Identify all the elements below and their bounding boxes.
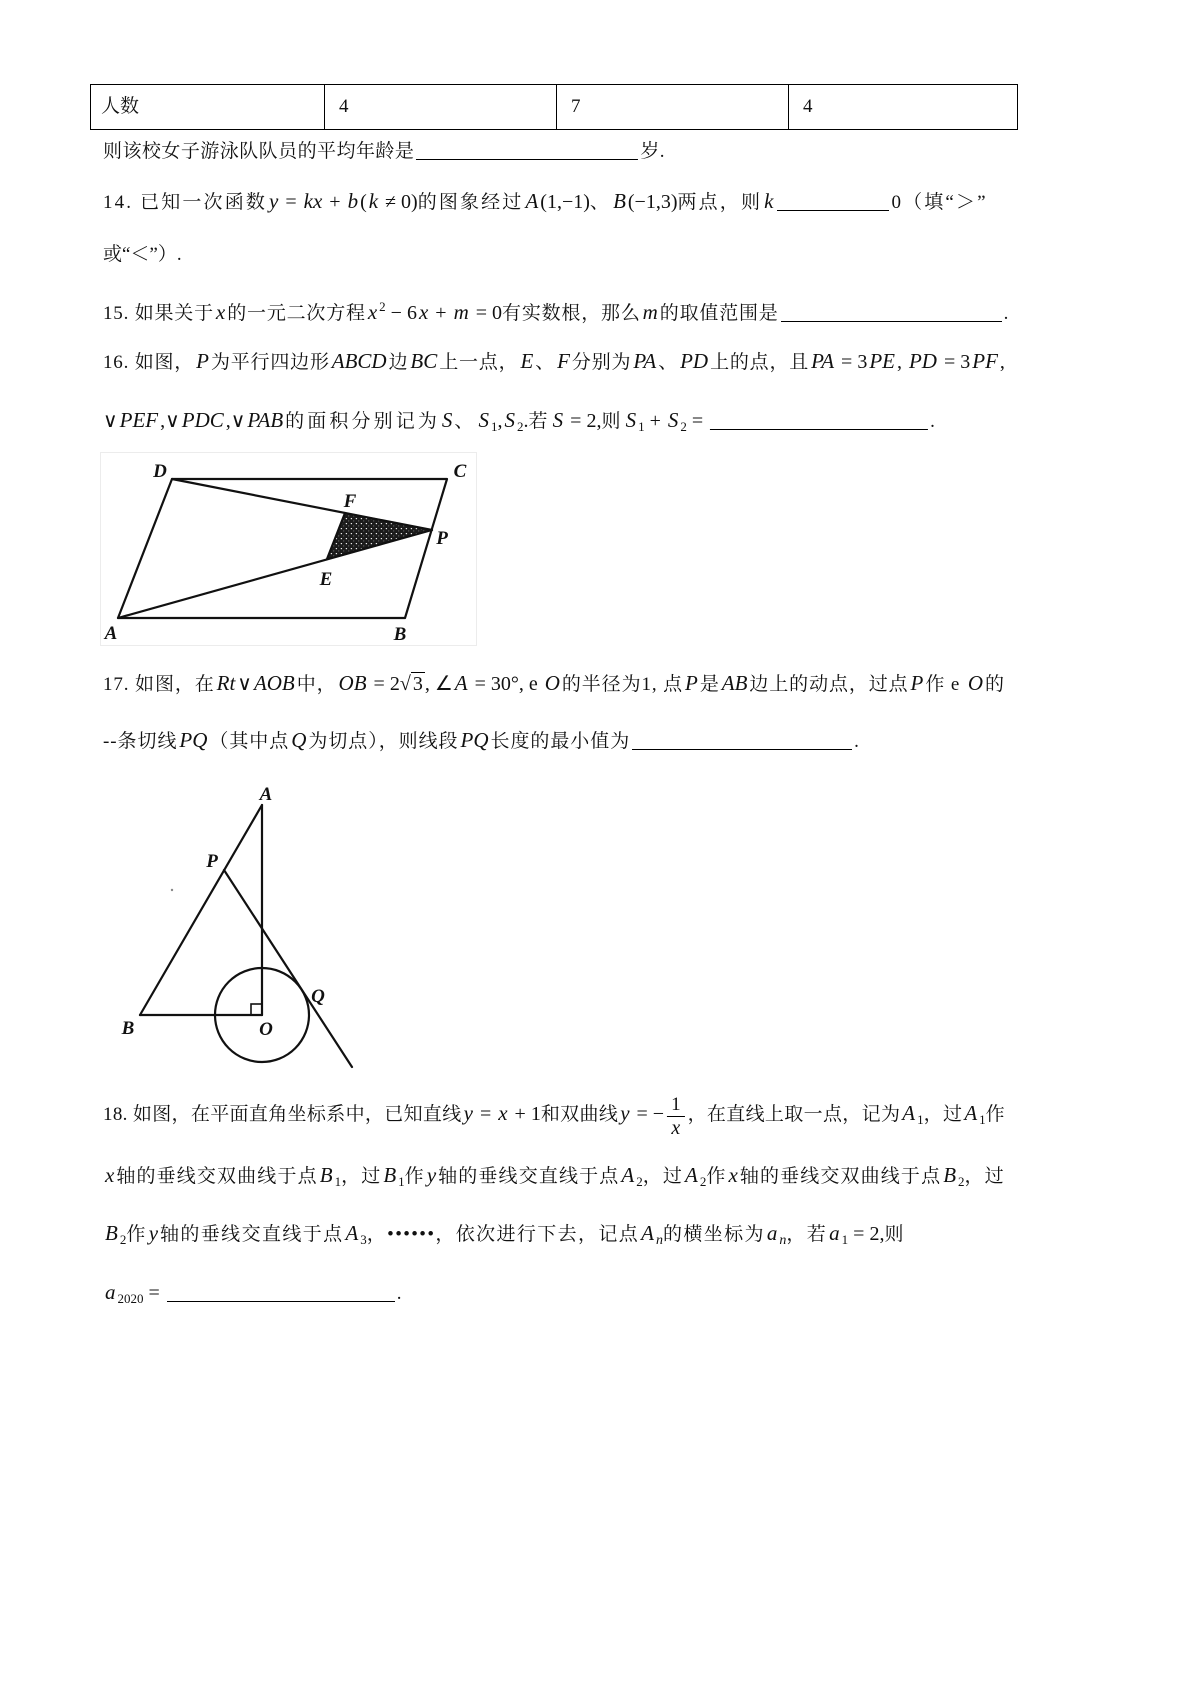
text-run: 分别为 (571, 352, 632, 373)
text-run: ，过 (642, 1166, 684, 1187)
stray-mark (171, 889, 173, 891)
subscript: n (656, 1233, 663, 1248)
text-run: 0（填“＞” (891, 192, 988, 213)
subscript: 1 (917, 1112, 924, 1128)
math-italic: A (525, 189, 539, 213)
math-text: = 2, (565, 410, 602, 432)
text-run: 14. 已知一次函数 (103, 192, 268, 213)
text-run: 的半径为1, 点 (561, 674, 684, 695)
math-text: = 2, (848, 1223, 885, 1245)
math-text: = − (631, 1103, 665, 1126)
text-run: 15. 如果关于 (103, 303, 214, 324)
math-italic: AOB (253, 671, 295, 695)
math-italic: P (685, 671, 698, 695)
math-italic: A (454, 671, 468, 695)
math-italic: m (642, 300, 658, 324)
question-18-line-4 (103, 1279, 402, 1312)
math-italic: B (319, 1163, 333, 1187)
subscript: 2 (699, 1174, 707, 1189)
math-text: , ∠ (424, 673, 453, 695)
math-italic: S (625, 408, 637, 432)
text-run: 、 (658, 352, 679, 373)
point-label-b: B (121, 1018, 135, 1039)
subscript: 2 (958, 1174, 965, 1189)
text-run: --条切线 (103, 731, 178, 752)
math-italic: B (943, 1163, 957, 1187)
math-italic: A (621, 1163, 635, 1187)
text-run: 轴的垂线交双曲线于点 (739, 1166, 942, 1187)
text-run: 的面积分别记为 (285, 411, 440, 432)
math-italic: a (829, 1221, 840, 1245)
math-text: , (999, 351, 1005, 373)
text-run: 边上的动点，过点 (749, 674, 909, 695)
answer-blank (781, 302, 1002, 322)
text-run: ，过 (923, 1104, 963, 1126)
math-text: , (896, 351, 907, 373)
table-cell: 4 (324, 85, 556, 129)
text-run: . (854, 731, 860, 752)
math-italic: OB (338, 671, 367, 695)
math-text: , (225, 410, 231, 432)
point-label-e: E (319, 569, 333, 590)
math-italic: y (148, 1221, 159, 1245)
math-italic: P (196, 349, 209, 373)
answer-blank (777, 191, 889, 211)
text-run: 作 (404, 1166, 425, 1187)
math-italic: S (504, 408, 516, 432)
age-table (90, 84, 1018, 130)
point-label-c: C (453, 461, 467, 482)
fraction (667, 1094, 684, 1139)
point-label-a: A (259, 784, 273, 805)
math-italic: PQ (179, 728, 208, 752)
text-run: 、 (589, 192, 612, 213)
subscript: 2 (119, 1232, 127, 1247)
text-run: ，••••••，依次进行下去，记点 (366, 1224, 640, 1245)
math-italic: PE (869, 349, 895, 373)
text-run: ，过 (341, 1166, 382, 1187)
math-text: (−1,3) (627, 191, 678, 213)
text-run: 作 (706, 1166, 727, 1187)
math-text: = 30°, e (469, 673, 543, 695)
math-text: = (280, 191, 302, 213)
math-italic: PA (811, 349, 835, 373)
math-text: = (474, 1103, 497, 1126)
math-text: . (523, 410, 529, 432)
math-italic: F (557, 349, 570, 373)
text-run: 边 (388, 352, 409, 373)
math-italic: y (426, 1163, 437, 1187)
math-italic: P (910, 671, 924, 695)
text-run: . (930, 411, 938, 432)
text-run: 轴的垂线交直线于点 (160, 1224, 344, 1245)
text-run: 上的点，且 (710, 352, 810, 373)
text-run: 、 (454, 411, 477, 432)
math-italic: PA (633, 349, 657, 373)
math-text: ∨ (230, 410, 246, 432)
answer-blank (416, 140, 638, 160)
math-italic: S (552, 408, 564, 432)
question-17-line-2 (103, 727, 860, 756)
subscript: 2020 (117, 1291, 144, 1306)
math-italic: PQ (460, 728, 489, 752)
math-text: = 3 (836, 351, 868, 373)
math-italic: Rt (216, 671, 236, 695)
subscript: 1 (398, 1174, 405, 1189)
math-text: = 3 (938, 351, 971, 373)
answer-blank (710, 410, 928, 430)
superscript: 2 (379, 299, 386, 314)
math-text: ( (360, 191, 367, 213)
subscript: 2 (517, 419, 524, 434)
math-text: ∨ (237, 673, 252, 695)
math-italic: m (453, 300, 469, 324)
math-italic: k (764, 189, 774, 213)
math-italic: A (641, 1221, 654, 1245)
math-italic: x (418, 300, 429, 324)
point-label-a: A (104, 623, 118, 644)
math-italic: AB (721, 671, 748, 695)
text-run: 若 (528, 411, 551, 432)
text-run: 、 (535, 352, 556, 373)
math-italic: S (667, 408, 679, 432)
right-angle-mark (251, 1004, 262, 1015)
text-run: 轴的垂线交双曲线于点 (116, 1166, 318, 1187)
math-italic: B (105, 1221, 118, 1245)
point-label-b: B (393, 624, 407, 645)
math-text: ∨ (165, 410, 180, 432)
segment-ap (118, 530, 432, 618)
subscript: n (779, 1233, 787, 1248)
math-text: ∨ (103, 410, 118, 432)
subscript: 1 (979, 1112, 986, 1128)
math-italic: x (105, 1163, 115, 1187)
text-run: 则该校女子游泳队队员的平均年龄是 (103, 141, 415, 162)
text-run: 17. 如图，在 (103, 674, 215, 695)
subscript: 3 (360, 1232, 367, 1247)
math-italic: A (902, 1101, 916, 1126)
math-italic: O (544, 671, 560, 695)
math-text: − 6 (385, 302, 417, 324)
fraction-numerator: 1 (667, 1094, 684, 1117)
point-label-o: O (259, 1019, 273, 1040)
text-run: 的 (985, 674, 1005, 695)
math-italic: Q (291, 728, 307, 752)
figure-triangle-circle (110, 780, 360, 1075)
math-text: = (143, 1282, 165, 1304)
math-italic: S (478, 408, 490, 432)
segment-dp (172, 479, 432, 530)
text-run: 作 (126, 1224, 147, 1245)
text-run: 上一点， (439, 352, 519, 373)
text-run: 岁. (640, 141, 665, 162)
math-italic: PF (972, 349, 998, 373)
text-run: ，过 (964, 1166, 1005, 1187)
text-run: 的一元二次方程 (227, 303, 366, 324)
math-italic: PAB (247, 408, 284, 432)
math-italic: B (383, 1163, 397, 1187)
math-italic: PD (908, 349, 937, 373)
math-text: + (324, 191, 346, 213)
subscript: 2 (636, 1174, 643, 1189)
figure-parallelogram (100, 452, 478, 647)
math-italic: k (368, 189, 379, 213)
text-run: 或“＜”）. (103, 244, 182, 265)
answer-blank (167, 1282, 395, 1302)
math-italic: x (728, 1163, 738, 1187)
math-text: + (644, 410, 666, 432)
math-italic: PD (680, 349, 709, 373)
subscript: 1 (334, 1174, 342, 1189)
math-italic: kx (303, 189, 323, 213)
math-italic: O (967, 671, 984, 695)
math-italic: a (105, 1280, 116, 1304)
radicand: 3 (412, 673, 423, 695)
text-run: 为切点），则线段 (308, 731, 459, 752)
subscript: 1 (491, 419, 498, 434)
text-run: 为平行四边形 (210, 352, 330, 373)
math-text: = 0 (470, 302, 503, 324)
question-18-line-2 (103, 1162, 1005, 1195)
text-run: 的横坐标为 (663, 1224, 765, 1245)
subscript: 1 (638, 419, 645, 434)
math-italic: a (766, 1221, 778, 1245)
math-italic: A (964, 1101, 978, 1126)
subscript: 2 (680, 419, 687, 434)
math-text: (1,−1) (540, 191, 590, 213)
point-label-d: D (153, 461, 167, 482)
text-run: 作 e (925, 674, 966, 695)
question-14-line-1 (103, 188, 988, 217)
text-run: 两点，则 (677, 192, 763, 213)
math-italic: x (215, 300, 226, 324)
table-cell: 4 (788, 85, 1016, 129)
math-text: , (497, 410, 503, 432)
math-italic: PEF (119, 408, 159, 432)
question-16-line-2 (103, 407, 938, 440)
question-18-line-1 (103, 1094, 1005, 1139)
text-run: ，若 (786, 1224, 828, 1245)
math-italic: S (441, 408, 453, 432)
text-run: 和双曲线 (540, 1104, 619, 1126)
text-run: 则 (884, 1224, 905, 1245)
math-italic: y (620, 1101, 630, 1126)
segment-ab (140, 805, 262, 1015)
math-italic: x (498, 1101, 508, 1126)
math-italic: y (463, 1101, 473, 1126)
math-text: + 1 (509, 1103, 541, 1126)
math-italic: PDC (181, 408, 224, 432)
math-text: = (686, 410, 709, 432)
fraction-denominator: x (671, 1117, 681, 1139)
text-run: 是 (699, 674, 720, 695)
subscript: 1 (841, 1232, 849, 1247)
point-label-f: F (343, 491, 357, 512)
text-run: . (396, 1283, 402, 1304)
text-run: （其中点 (209, 731, 290, 752)
text-run: . (1003, 303, 1010, 324)
text-run: 有实数根，那么 (502, 303, 641, 324)
question-16-line-1 (103, 348, 1005, 377)
math-italic: y (269, 189, 279, 213)
text-run: 的取值范围是 (659, 303, 779, 324)
math-text: √ (399, 673, 411, 695)
text-run: ，在直线上取一点，记为 (687, 1104, 901, 1126)
text-run: 长度的最小值为 (490, 731, 631, 752)
question-14-line-2 (103, 242, 182, 269)
math-italic: E (520, 349, 534, 373)
question-17-line-1 (103, 670, 1005, 699)
table-row-label: 人数 (101, 96, 140, 117)
text-run: 16. 如图， (103, 352, 195, 373)
question-18-line-3 (103, 1220, 905, 1254)
math-text: = 2 (368, 673, 400, 695)
text-run: 作 (985, 1104, 1005, 1126)
answer-blank (632, 730, 852, 750)
math-text: + (430, 302, 452, 324)
text-run: 的图象经过 (417, 192, 524, 213)
question-13-answer-line (103, 139, 665, 166)
question-15-line-1 (103, 294, 1009, 328)
text-run: 18. 如图，在平面直角坐标系中，已知直线 (103, 1104, 462, 1126)
text-run: 轴的垂线交直线于点 (438, 1166, 620, 1187)
math-italic: A (685, 1163, 698, 1187)
math-text: , (160, 410, 166, 432)
point-label-p: P (436, 528, 448, 549)
math-italic: ABCD (331, 349, 387, 373)
math-text: ≠ 0) (380, 191, 418, 213)
point-label-q: Q (311, 986, 325, 1007)
tangent-line-pq (224, 870, 352, 1067)
math-italic: A (345, 1221, 359, 1245)
math-italic: b (347, 189, 359, 213)
table-cell: 7 (556, 85, 788, 129)
math-italic: BC (410, 349, 438, 373)
text-run: 中， (296, 674, 337, 695)
math-italic: x (367, 300, 378, 324)
math-italic: B (613, 189, 626, 213)
point-label-p: P (206, 851, 218, 872)
text-run: 则 (601, 411, 624, 432)
